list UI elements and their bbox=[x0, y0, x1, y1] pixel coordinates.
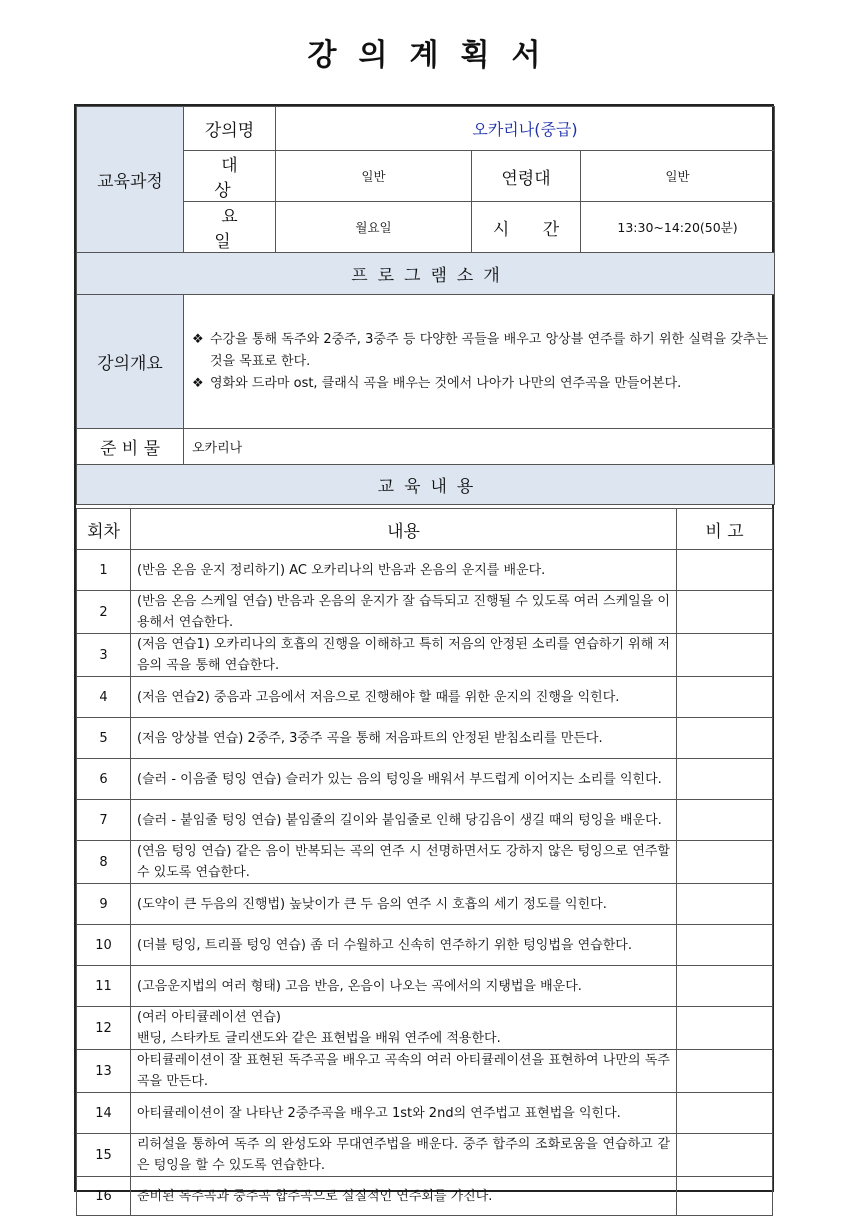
preparation-label: 준 비 물 bbox=[77, 429, 184, 465]
session-content: 아티큘레이션이 잘 표현된 독주곡을 배우고 곡속의 여러 아티큘레이션을 표현하여 나만의 독주곡을 만든다. bbox=[131, 1050, 677, 1093]
session-note bbox=[677, 634, 773, 677]
session-number: 16 bbox=[77, 1177, 131, 1216]
document-title: 강의계획서 bbox=[307, 38, 563, 73]
session-number: 2 bbox=[77, 591, 131, 634]
session-content: (저음 앙상블 연습) 2중주, 3중주 곡을 통해 저음파트의 안정된 받침소리를 만든다. bbox=[131, 718, 677, 759]
session-content: (도약이 큰 두음의 진행법) 높낮이가 큰 두 음의 연주 시 호흡의 세기 정도를 익힌다. bbox=[131, 884, 677, 925]
session-note bbox=[677, 1093, 773, 1134]
session-note bbox=[677, 759, 773, 800]
table-row bbox=[77, 925, 773, 966]
session-note bbox=[677, 677, 773, 718]
session-content: 준비된 독주곡과 중주곡 합주곡으로 실질적인 연주회를 가진다. bbox=[131, 1177, 677, 1216]
session-note bbox=[677, 591, 773, 634]
session-note bbox=[677, 1007, 773, 1050]
day-value: 월요일 bbox=[276, 202, 472, 253]
session-content: (슬러 - 이음줄 텅잉 연습) 슬러가 있는 음의 텅잉을 배워서 부드럽게 이어지는 소리를 익힌다. bbox=[131, 759, 677, 800]
session-content: (슬러 - 붙임줄 텅잉 연습) 붙임줄의 길이와 붙임줄로 인해 당김음이 생길 때의 텅잉을 배운다. bbox=[131, 800, 677, 841]
session-content: (연음 텅잉 연습) 같은 음이 반복되는 곡의 연주 시 선명하면서도 강하지 않은 텅잉으로 연주할 수 있도록 연습한다. bbox=[131, 841, 677, 884]
time-label: 시 간 bbox=[472, 202, 581, 253]
course-info-table bbox=[76, 106, 775, 505]
schedule-table bbox=[76, 508, 773, 1216]
session-number: 10 bbox=[77, 925, 131, 966]
overview-item bbox=[192, 329, 768, 373]
table-row bbox=[77, 591, 773, 634]
session-number: 5 bbox=[77, 718, 131, 759]
session-content: (여러 아티큘레이션 연습) 밴딩, 스타카토 글리샌도와 같은 표현법을 배워 연주에 적용한다. bbox=[131, 1007, 677, 1050]
education-content-bar: 교육내용 bbox=[77, 465, 775, 505]
target-label: 대 상 bbox=[184, 151, 276, 202]
note-header: 비 고 bbox=[677, 509, 773, 550]
table-row bbox=[77, 800, 773, 841]
session-note bbox=[677, 841, 773, 884]
session-number: 9 bbox=[77, 884, 131, 925]
session-number: 12 bbox=[77, 1007, 131, 1050]
overview-content bbox=[184, 295, 775, 429]
session-content: 리허설을 통하여 독주 의 완성도와 무대연주법을 배운다. 중주 합주의 조화로움을 연습하고 같은 텅잉을 할 수 있도록 연습한다. bbox=[131, 1134, 677, 1177]
schedule-header-row bbox=[77, 509, 773, 550]
overview-item-text: 영화와 드라마 ost, 클래식 곡을 배우는 것에서 나아가 나만의 연주곡을 만들어본다. bbox=[210, 375, 682, 391]
time-value: 13:30~14:20(50분) bbox=[581, 202, 775, 253]
preparation-value: 오카리나 bbox=[184, 429, 775, 465]
session-content: (고음운지법의 여러 형태) 고음 반음, 온음이 나오는 곡에서의 지탱법을 배운다. bbox=[131, 966, 677, 1007]
session-note bbox=[677, 718, 773, 759]
course-name-label: 강의명 bbox=[184, 107, 276, 151]
session-number: 14 bbox=[77, 1093, 131, 1134]
content-header: 내용 bbox=[131, 509, 677, 550]
session-note bbox=[677, 966, 773, 1007]
session-content: 아티큘레이션이 잘 나타난 2중주곡을 배우고 1st와 2nd의 연주법고 표현법을 익힌다. bbox=[131, 1093, 677, 1134]
session-note bbox=[677, 800, 773, 841]
overview-item-text: 수강을 통해 독주와 2중주, 3중주 등 다양한 곡들을 배우고 앙상블 연주를 하기 위한 실력을 갖추는 것을 목표로 한다. bbox=[210, 331, 769, 369]
session-content: (저음 연습1) 오카리나의 호흡의 진행을 이해하고 특히 저음의 안정된 소리를 연습하기 위해 저음의 곡을 통해 연습한다. bbox=[131, 634, 677, 677]
course-name-value: 오카리나(중급) bbox=[276, 107, 775, 151]
session-number: 4 bbox=[77, 677, 131, 718]
age-value: 일반 bbox=[581, 151, 775, 202]
program-intro-bar: 프로그램소개 bbox=[77, 253, 775, 295]
session-content: (저음 연습2) 중음과 고음에서 저음으로 진행해야 할 때를 위한 운지의 진행을 익힌다. bbox=[131, 677, 677, 718]
overview-label: 강의개요 bbox=[77, 295, 184, 429]
schedule-body bbox=[77, 550, 773, 1216]
day-label: 요 일 bbox=[184, 202, 276, 253]
table-row bbox=[77, 759, 773, 800]
table-row bbox=[77, 966, 773, 1007]
session-note bbox=[677, 1177, 773, 1216]
overview-item bbox=[192, 373, 768, 395]
target-value: 일반 bbox=[276, 151, 472, 202]
session-content: (반음 온음 운지 정리하기) AC 오카리나의 반음과 온음의 운지를 배운다. bbox=[131, 550, 677, 591]
session-note bbox=[677, 1050, 773, 1093]
session-number: 15 bbox=[77, 1134, 131, 1177]
session-note bbox=[677, 884, 773, 925]
session-content: (반음 온음 스케일 연습) 반음과 온음의 운지가 잘 습득되고 진행될 수 있도록 여러 스케일을 이용해서 연습한다. bbox=[131, 591, 677, 634]
table-row bbox=[77, 718, 773, 759]
session-number: 3 bbox=[77, 634, 131, 677]
session-content: (더블 텅잉, 트리플 텅잉 연습) 좀 더 수월하고 신속히 연주하기 위한 텅잉법을 연습한다. bbox=[131, 925, 677, 966]
table-row bbox=[77, 634, 773, 677]
session-number: 1 bbox=[77, 550, 131, 591]
table-row bbox=[77, 550, 773, 591]
diamond-bullet-icon: ❖ bbox=[192, 375, 204, 391]
session-number: 6 bbox=[77, 759, 131, 800]
table-row bbox=[77, 841, 773, 884]
session-number: 8 bbox=[77, 841, 131, 884]
session-header: 회차 bbox=[77, 509, 131, 550]
session-number: 7 bbox=[77, 800, 131, 841]
table-row bbox=[77, 1093, 773, 1134]
session-number: 11 bbox=[77, 966, 131, 1007]
session-note bbox=[677, 925, 773, 966]
table-row bbox=[77, 1134, 773, 1177]
table-row bbox=[77, 1050, 773, 1093]
session-note bbox=[677, 550, 773, 591]
age-label: 연령대 bbox=[472, 151, 581, 202]
course-group-label: 교육과정 bbox=[77, 107, 184, 253]
session-number: 13 bbox=[77, 1050, 131, 1093]
table-row bbox=[77, 677, 773, 718]
table-row bbox=[77, 1007, 773, 1050]
session-note bbox=[677, 1134, 773, 1177]
syllabus-frame bbox=[74, 104, 774, 1204]
table-row bbox=[77, 884, 773, 925]
table-row bbox=[77, 1177, 773, 1216]
diamond-bullet-icon: ❖ bbox=[192, 331, 204, 347]
